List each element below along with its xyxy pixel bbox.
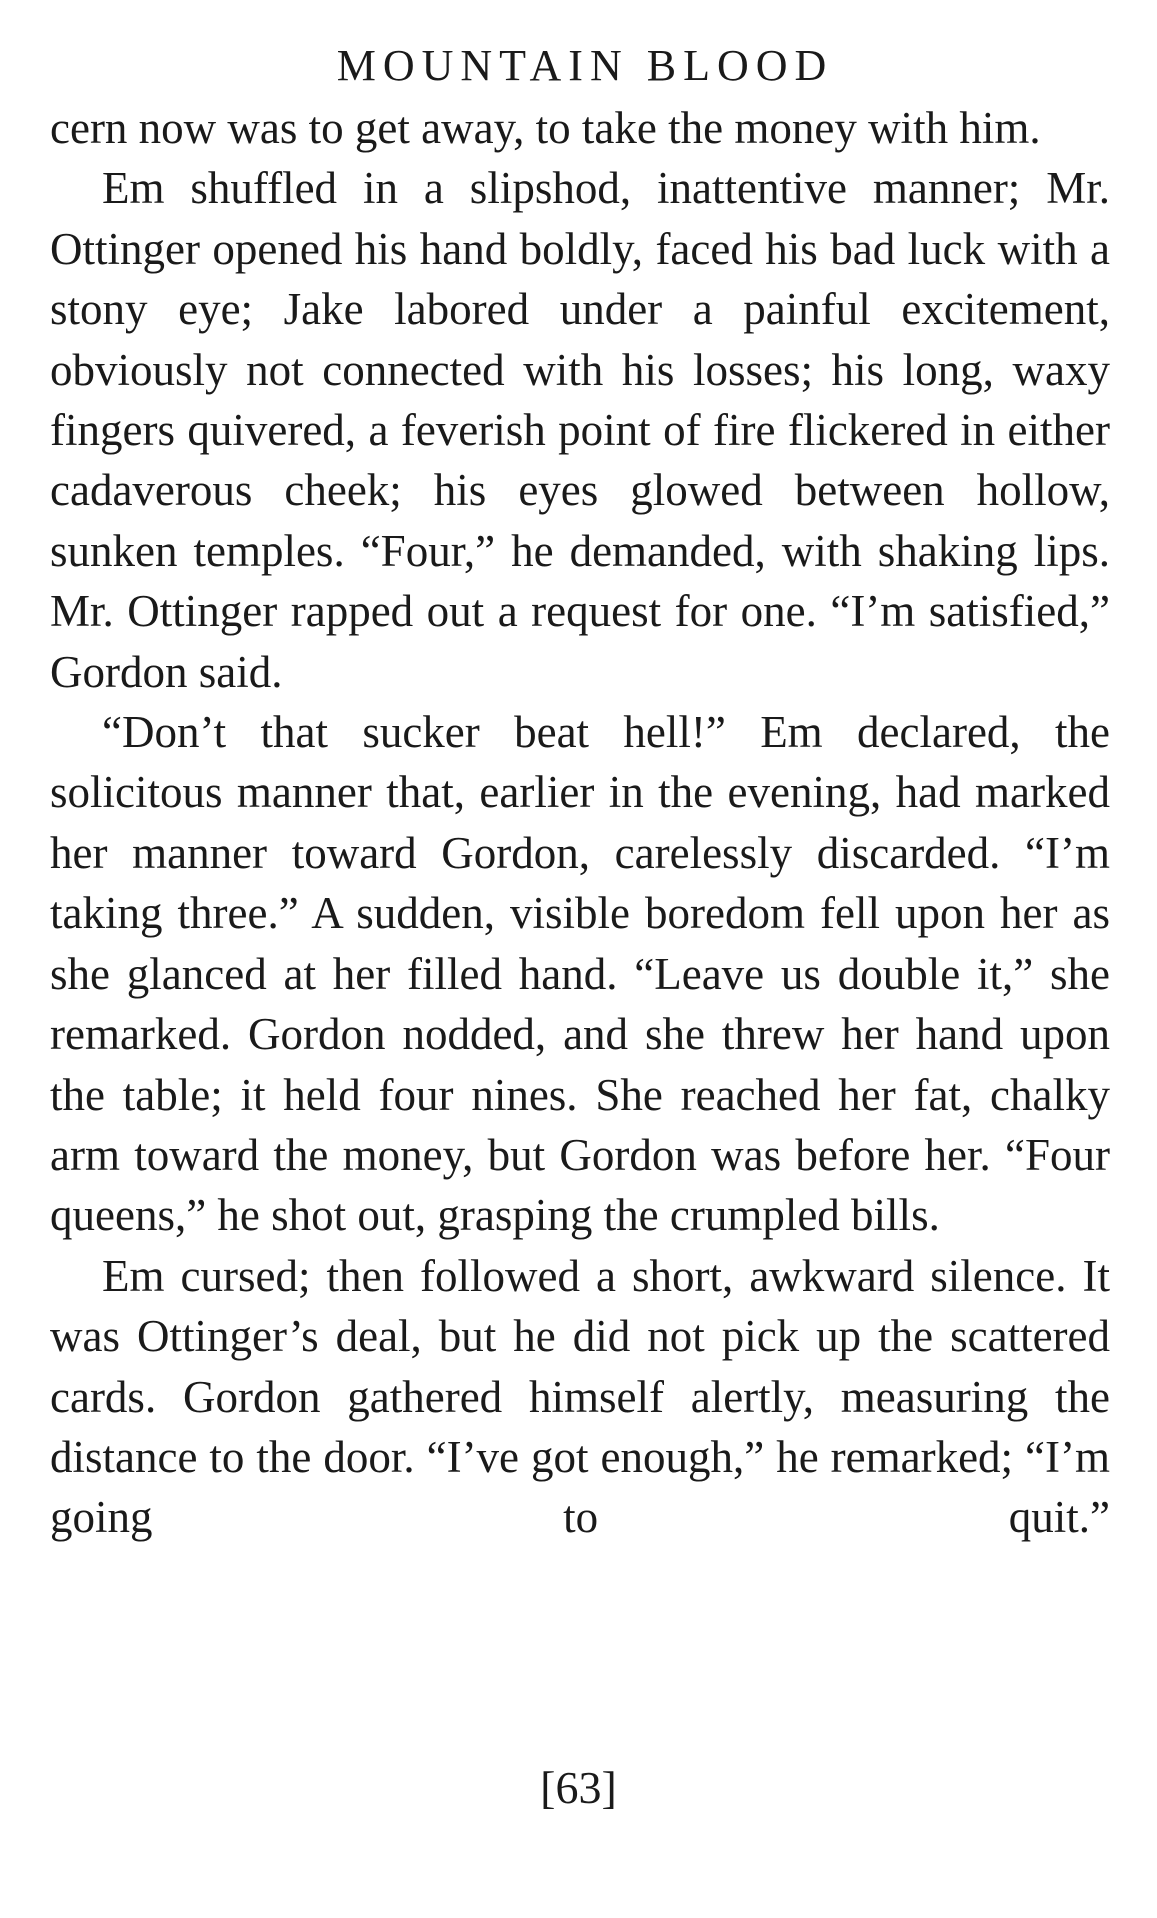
paragraph-1: cern now was to get away, to take the money with him. [50,103,1041,153]
paragraph-3: “Don’t that sucker beat hell!” Em declared, the solicitous manner that, earlier in the evening, had marked her manner toward Gordon, carelessly discarded. “I’m taking three.” A sudden, visible boredom fell upon her as she glanced at her filled hand. “Leave us double it,” she remarked. Gordon nodded, and she threw her hand upon the table; it held four nines. She reached her fat, chalky arm toward the money, but Gordon was before her. “Four queens,” he shot out, grasping the crumpled bills. [50,707,1110,1241]
running-head: MOUNTAIN BLOOD [336,41,834,90]
paragraph-2: Em shuffled in a slipshod, inattentive manner; Mr. Ottinger opened his hand boldly, faced his bad luck with a stony eye; Jake labored under a painful excitement, obviously not connected with his losses; his long, waxy fingers quivered, a feverish point of fire flickered in either cadaverous cheek; his eyes glowed between hollow, sunken temples. “Four,” he demanded, with shaking lips. Mr. Ottinger rapped out a request for one. “I’m satisfied,” Gordon said. [50,163,1110,697]
paragraph-4: Em cursed; then followed a short, awkward silence. It was Ottinger’s deal, but he did not pick up the scattered cards. Gordon gathered himself alertly, measuring the distance to the door. “I’ve got enough,” he remarked; “I’m going to quit.” [50,1250,1110,1543]
book-page [50,38,1110,1548]
page-number: [63] [540,1762,617,1813]
body-text [50,98,1110,1548]
